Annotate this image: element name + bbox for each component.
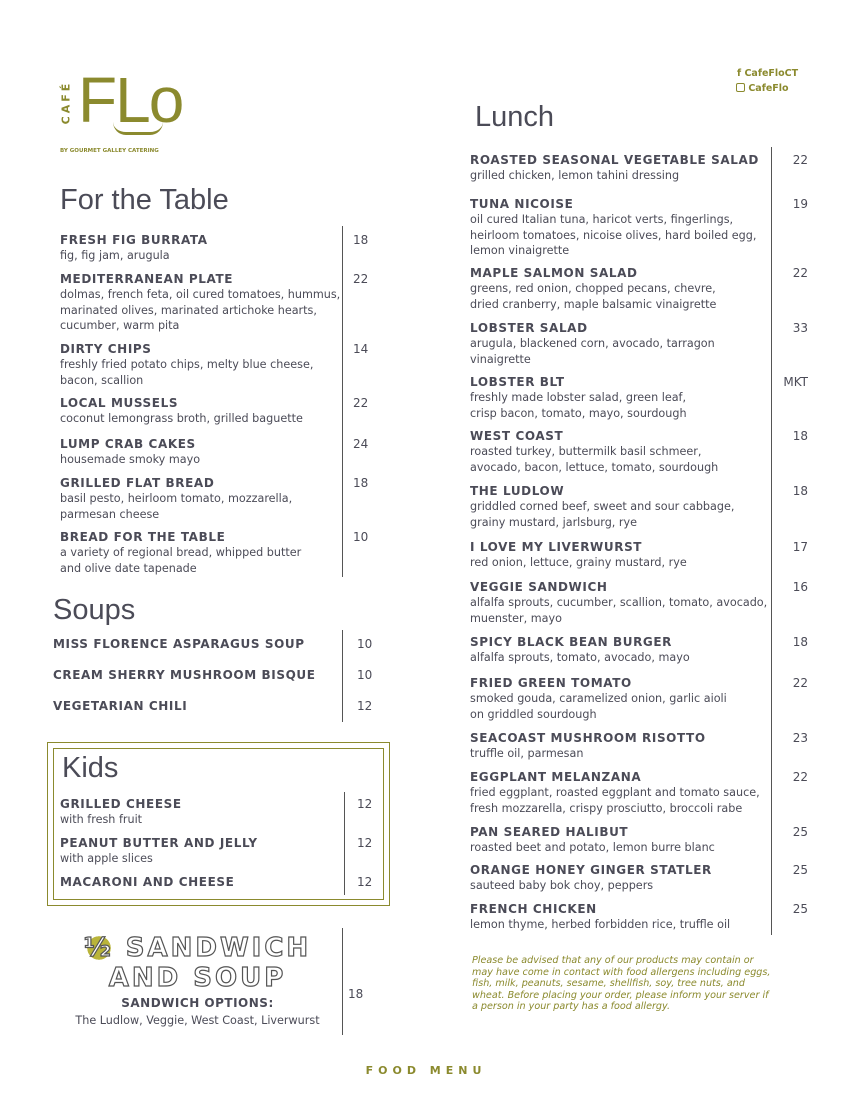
item-description: a variety of regional bread, whipped butter and olive date tapenade	[60, 546, 302, 575]
item-name: PAN SEARED HALIBUT	[470, 825, 629, 839]
item-price: 18	[353, 233, 369, 247]
item-description: freshly fried potato chips, melty blue cheese, bacon, scallion	[60, 358, 314, 387]
item-description: roasted turkey, buttermilk basil schmeer, avocado, bacon, lettuce, tomato, sourdough	[470, 445, 719, 474]
menu-item	[470, 197, 756, 259]
menu-item	[53, 668, 316, 683]
item-price: 23	[792, 731, 808, 745]
menu-item	[470, 863, 712, 894]
item-price: 25	[792, 863, 808, 877]
item-name: FRENCH CHICKEN	[470, 902, 597, 916]
item-price: 22	[353, 272, 369, 286]
item-name: VEGGIE SANDWICH	[470, 580, 608, 594]
item-description: coconut lemongrass broth, grilled baguette	[60, 412, 303, 425]
item-name: DIRTY CHIPS	[60, 342, 152, 356]
menu-item	[60, 836, 258, 867]
social-facebook[interactable]: f CafeFloCT	[737, 68, 799, 79]
item-price: 22	[792, 153, 808, 167]
item-name: CREAM SHERRY MUSHROOM BISQUE	[53, 668, 316, 682]
item-name: MISS FLORENCE ASPARAGUS SOUP	[53, 637, 305, 651]
item-price: 18	[353, 476, 369, 490]
menu-item	[60, 233, 208, 264]
menu-item	[470, 266, 716, 312]
facebook-icon: f	[737, 68, 742, 79]
item-name: WEST COAST	[470, 429, 564, 443]
item-description: dolmas, french feta, oil cured tomatoes, hummus, marinated olives, marinated artichoke hearts, cucumber, warm pita	[60, 288, 341, 332]
item-name: BREAD FOR THE TABLE	[60, 530, 226, 544]
logo	[58, 64, 183, 156]
menu-item	[60, 476, 292, 522]
item-name: ORANGE HONEY GINGER STATLER	[470, 863, 712, 877]
item-price: 12	[357, 836, 373, 850]
kids-title: Kids	[62, 752, 119, 784]
menu-item	[470, 153, 759, 184]
item-name: THE LUDLOW	[470, 484, 565, 498]
item-description: alfalfa sprouts, tomato, avocado, mayo	[470, 651, 690, 664]
menu-item	[470, 375, 687, 421]
item-price: 12	[357, 875, 373, 889]
menu-item	[60, 342, 313, 388]
item-description: grilled chicken, lemon tahini dressing	[470, 169, 680, 182]
item-description: alfalfa sprouts, cucumber, scallion, tomato, avocado, muenster, mayo	[470, 596, 768, 625]
menu-item	[60, 437, 200, 468]
half-sandwich-heading: ½ SANDWICH	[83, 933, 312, 963]
item-price: MKT	[783, 375, 808, 389]
menu-item	[470, 825, 715, 856]
item-name: TUNA NICOISE	[470, 197, 574, 211]
item-description: housemade smoky mayo	[60, 453, 201, 466]
item-name: LOBSTER BLT	[470, 375, 565, 389]
item-price: 17	[792, 540, 808, 554]
lunch-title: Lunch	[475, 101, 555, 133]
menu-item	[60, 875, 234, 890]
half-sandwich-heading-line2: AND SOUP	[108, 963, 287, 993]
item-name: EGGPLANT MELANZANA	[470, 770, 642, 784]
for-the-table-title: For the Table	[60, 184, 229, 216]
item-price: 12	[357, 797, 373, 811]
menu-item	[470, 484, 734, 530]
item-name: GRILLED CHEESE	[60, 797, 182, 811]
item-name: FRESH FIG BURRATA	[60, 233, 208, 247]
social-instagram[interactable]: CafeFlo	[736, 83, 789, 94]
item-price: 24	[353, 437, 369, 451]
menu-item	[60, 396, 303, 427]
item-name: MAPLE SALMON SALAD	[470, 266, 638, 280]
divider	[342, 226, 343, 577]
menu-item	[470, 580, 767, 626]
footer-label: FOOD MENU	[365, 1064, 487, 1077]
item-description: roasted beet and potato, lemon burre blanc	[470, 841, 715, 854]
item-price: 16	[792, 580, 808, 594]
allergy-notice: Please be advised that any of our products may contain or may have come in contact with food allergens including eggs, fish, milk, peanuts, sesame, shellfish, soy, tree nuts, and wheat. Before placing your order, please inform your server if a person in your party has a food allergy.	[472, 955, 771, 1012]
sandwich-options: The Ludlow, Veggie, West Coast, Liverwurst	[75, 1014, 320, 1027]
item-price: 33	[792, 321, 808, 335]
item-description: lemon thyme, herbed forbidden rice, truffle oil	[470, 918, 731, 931]
divider	[342, 630, 343, 722]
item-description: fig, fig jam, arugula	[60, 249, 170, 262]
logo-swash	[113, 122, 163, 135]
logo-tagline: BY GOURMET GALLEY CATERING	[60, 148, 159, 154]
item-price: 18	[792, 429, 808, 443]
soups-title: Soups	[53, 594, 136, 626]
half-sandwich-section	[60, 933, 335, 1027]
logo-flo: FLo	[78, 64, 183, 136]
menu-item	[470, 540, 687, 571]
item-price: 18	[792, 484, 808, 498]
menu-item	[470, 731, 706, 762]
item-price: 22	[792, 770, 808, 784]
item-price: 22	[792, 266, 808, 280]
divider	[771, 147, 772, 935]
half-fraction: ½	[83, 933, 114, 963]
item-name: LUMP CRAB CAKES	[60, 437, 196, 451]
item-description: griddled corned beef, sweet and sour cabbage, grainy mustard, jarlsburg, rye	[470, 500, 735, 529]
item-name: FRIED GREEN TOMATO	[470, 676, 632, 690]
divider	[344, 792, 345, 895]
item-description: fried eggplant, roasted eggplant and tomato sauce, fresh mozzarella, crispy prosciutto, broccoli rabe	[470, 786, 760, 815]
item-price: 12	[357, 699, 373, 713]
menu-item	[470, 676, 727, 722]
menu-item	[470, 321, 715, 367]
menu-item	[470, 770, 760, 816]
menu-item	[53, 637, 305, 652]
instagram-icon	[736, 83, 745, 92]
item-price: 19	[792, 197, 808, 211]
item-description: oil cured Italian tuna, haricot verts, fingerlings, heirloom tomatoes, nicoise olives, hard boiled egg, lemon vinaigrette	[470, 213, 757, 257]
item-description: basil pesto, heirloom tomato, mozzarella, parmesan cheese	[60, 492, 293, 521]
logo-cafe: CAFÉ	[59, 80, 73, 125]
item-name: I LOVE MY LIVERWURST	[470, 540, 643, 554]
menu-item	[470, 902, 730, 933]
item-price: 14	[353, 342, 369, 356]
item-description: sauteed baby bok choy, peppers	[470, 879, 654, 892]
item-price: 25	[792, 902, 808, 916]
item-price: 10	[353, 530, 369, 544]
menu-item	[60, 797, 182, 828]
item-description: truffle oil, parmesan	[470, 747, 584, 760]
item-price: 10	[357, 668, 373, 682]
menu-item	[470, 429, 718, 475]
divider	[342, 928, 343, 1035]
menu-item	[60, 272, 340, 334]
item-name: SEACOAST MUSHROOM RISOTTO	[470, 731, 706, 745]
item-description: smoked gouda, caramelized onion, garlic aioli on griddled sourdough	[470, 692, 727, 721]
item-price: 22	[353, 396, 369, 410]
menu-item	[53, 699, 187, 714]
item-description: with fresh fruit	[60, 813, 143, 826]
menu-item	[470, 635, 690, 666]
item-name: SPICY BLACK BEAN BURGER	[470, 635, 673, 649]
menu-item	[60, 530, 301, 576]
item-description: arugula, blackened corn, avocado, tarragon vinaigrette	[470, 337, 715, 366]
item-name: GRILLED FLAT BREAD	[60, 476, 215, 490]
item-name: ROASTED SEASONAL VEGETABLE SALAD	[470, 153, 759, 167]
item-price: 25	[792, 825, 808, 839]
item-name: MEDITERRANEAN PLATE	[60, 272, 234, 286]
item-price: 18	[792, 635, 808, 649]
half-sandwich-price: 18	[348, 987, 364, 1001]
item-name: LOBSTER SALAD	[470, 321, 588, 335]
item-name: PEANUT BUTTER AND JELLY	[60, 836, 258, 850]
item-name: MACARONI AND CHEESE	[60, 875, 235, 889]
item-description: red onion, lettuce, grainy mustard, rye	[470, 556, 687, 569]
item-price: 22	[792, 676, 808, 690]
item-description: greens, red onion, chopped pecans, chevre, dried cranberry, maple balsamic vinaigrette	[470, 282, 717, 311]
item-description: freshly made lobster salad, green leaf, crisp bacon, tomato, mayo, sourdough	[470, 391, 687, 420]
sandwich-options-label: SANDWICH OPTIONS:	[121, 996, 274, 1010]
item-name: LOCAL MUSSELS	[60, 396, 179, 410]
item-description: with apple slices	[60, 852, 153, 865]
item-price: 10	[357, 637, 373, 651]
item-name: VEGETARIAN CHILI	[53, 699, 188, 713]
